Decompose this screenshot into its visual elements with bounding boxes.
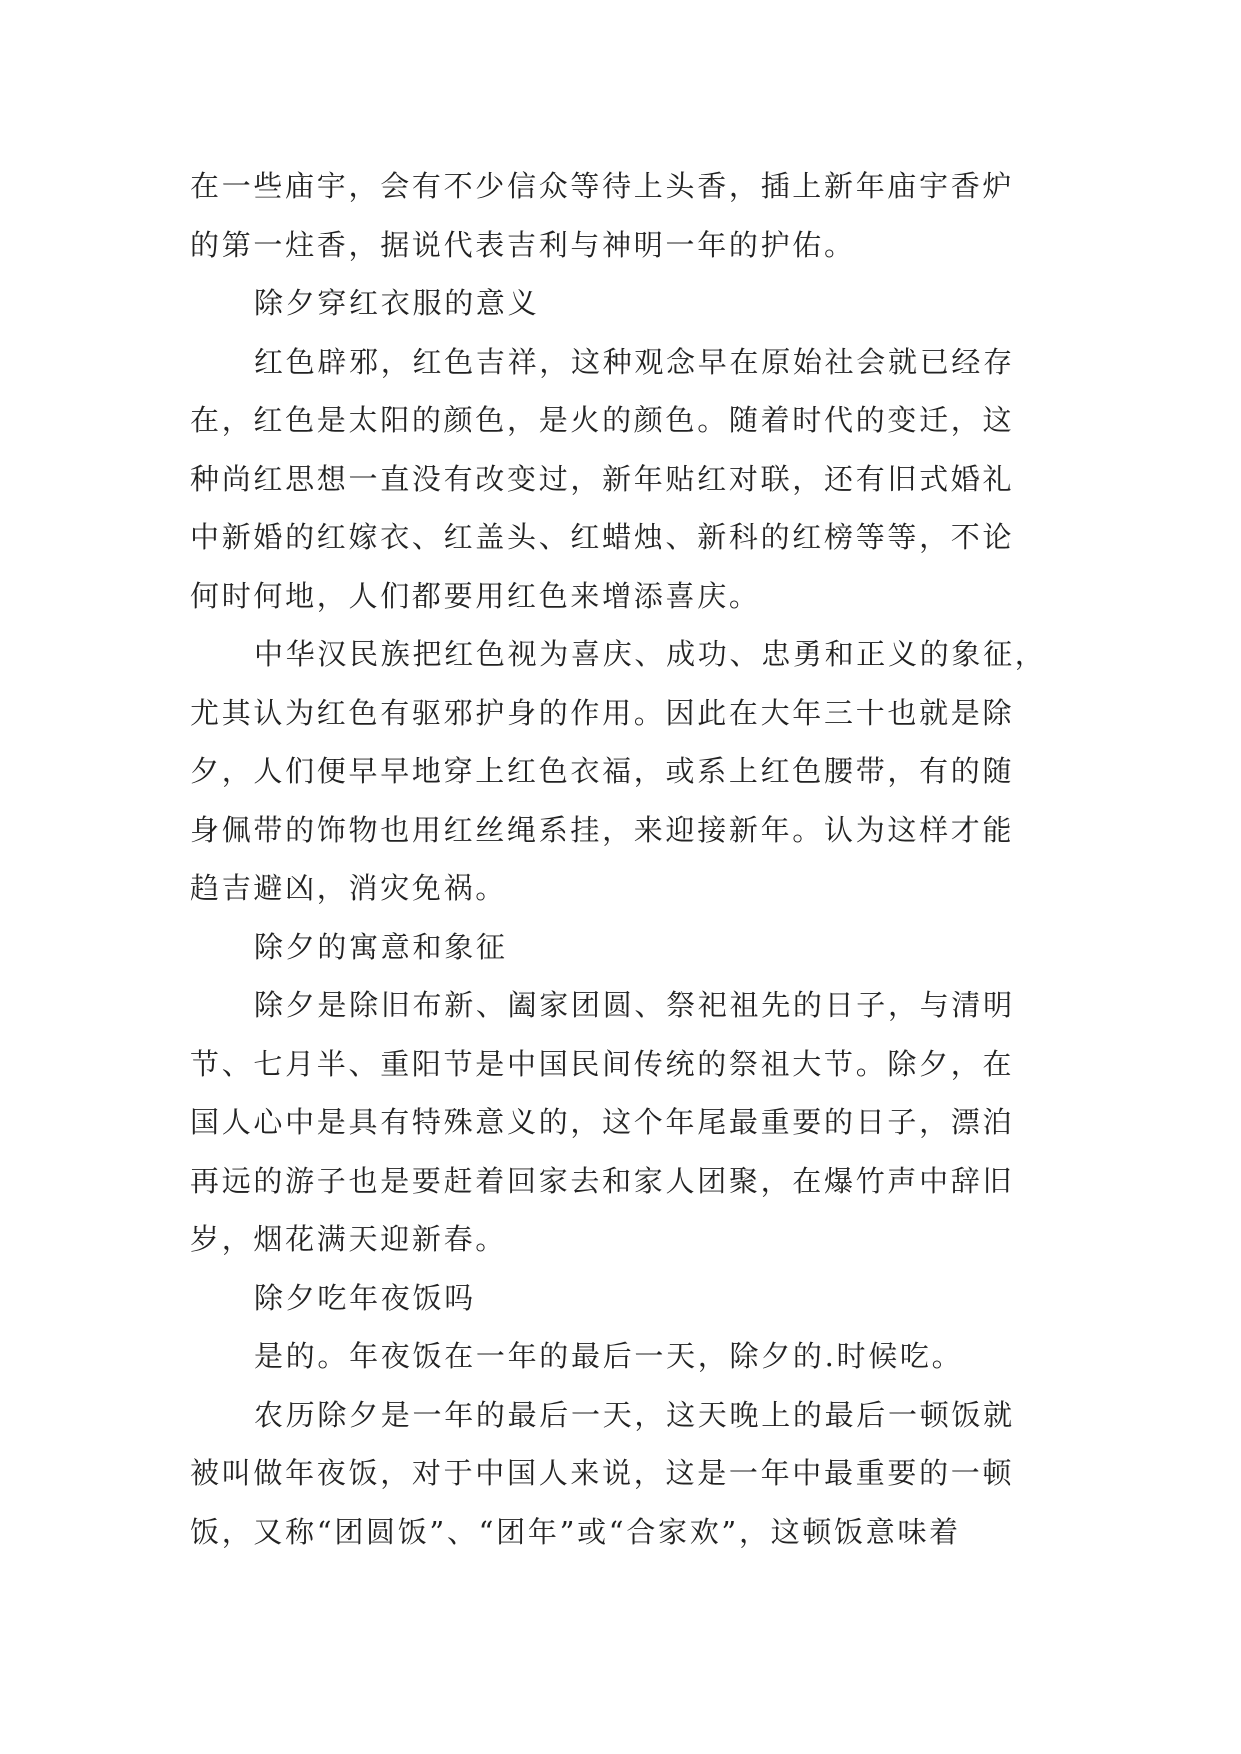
text-line: 被叫做年夜饭，对于中国人来说，这是一年中最重要的一顿 — [190, 1456, 1015, 1490]
text-line: 在，红色是太阳的颜色，是火的颜色。随着时代的变迁，这 — [190, 403, 1015, 437]
document-body — [190, 157, 1050, 1561]
text-line: 岁，烟花满天迎新春。 — [190, 1222, 508, 1256]
text-line: 再远的游子也是要赶着回家去和家人团聚，在爆竹声中辞旧 — [190, 1163, 1015, 1198]
text-line: 除夕是除旧布新、阖家团圆、祭祀祖先的日子，与清明 — [254, 988, 1015, 1022]
text-line: 中华汉民族把红色视为喜庆、成功、忠勇和正义的象征， — [254, 637, 1047, 671]
text-line: 中新婚的红嫁衣、红盖头、红蜡烛、新科的红榜等等，不论 — [190, 520, 1015, 554]
text-line: 红色辟邪，红色吉祥，这种观念早在原始社会就已经存 — [254, 344, 1015, 379]
text-line: 趋吉避凶，消灾免祸。 — [190, 871, 508, 905]
section-heading: 除夕的寓意和象征 — [254, 929, 508, 964]
text-line: 种尚红思想一直没有改变过，新年贴红对联，还有旧式婚礼 — [190, 461, 1015, 496]
text-line: 的第一炷香，据说代表吉利与神明一年的护佑。 — [190, 227, 856, 262]
text-line: 饭，又称“团圆饭”、“团年”或“合家欢”，这顿饭意味着 — [190, 1514, 961, 1549]
section-heading: 除夕吃年夜饭吗 — [254, 1280, 476, 1315]
text-line: 是的。年夜饭在一年的最后一天，除夕的.时候吃。 — [254, 1339, 964, 1373]
text-line: 在一些庙宇，会有不少信众等待上头香，插上新年庙宇香炉 — [190, 169, 1015, 203]
text-line: 国人心中是具有特殊意义的，这个年尾最重要的日子，漂泊 — [190, 1105, 1015, 1139]
text-line: 尤其认为红色有驱邪护身的作用。因此在大年三十也就是除 — [190, 695, 1015, 730]
text-line: 节、七月半、重阳节是中国民间传统的祭祖大节。除夕，在 — [190, 1046, 1015, 1081]
text-line: 何时何地，人们都要用红色来增添喜庆。 — [190, 578, 761, 613]
text-line: 农历除夕是一年的最后一天，这天晚上的最后一顿饭就 — [254, 1397, 1015, 1432]
text-line: 身佩带的饰物也用红丝绳系挂，来迎接新年。认为这样才能 — [190, 812, 1015, 847]
section-heading: 除夕穿红衣服的意义 — [254, 286, 540, 320]
text-line: 夕，人们便早早地穿上红色衣福，或系上红色腰带，有的随 — [190, 754, 1015, 788]
